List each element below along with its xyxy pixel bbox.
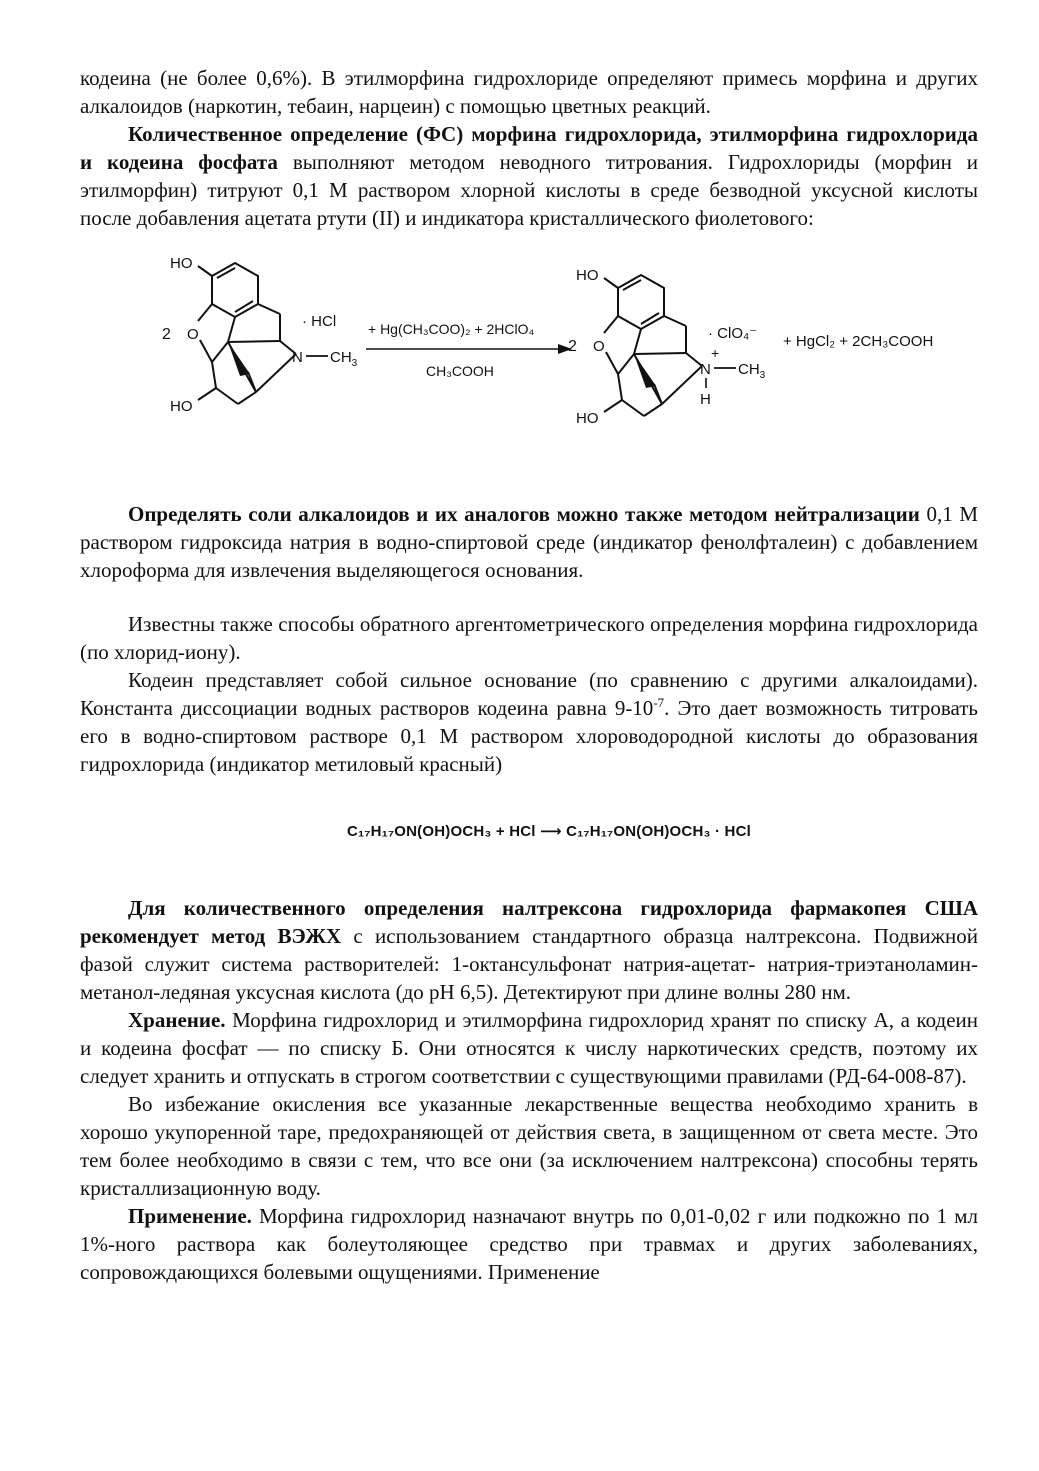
document-page [80,64,978,1286]
paragraph-1: кодеина (не более 0,6%). В этилморфина гидрохлориде определяют примесь морфина и других алкалоидов (наркотин, тебаин, нарцеин) с помощью цветных реакций. [80,66,978,118]
paragraph-2 [80,120,978,232]
paragraph-2-bold: Количественное определение (ФС) морфина гидрохлорида, этилморфина гидрохлорида и кодеина фосфата [80,122,978,174]
right-ho-bottom: HO [576,410,599,427]
reaction-scheme [80,246,978,456]
left-methyl: $CH_3$ [330,349,358,369]
left-nitrogen: N [292,349,303,366]
right-plus-charge: + [711,345,720,361]
paragraph-2-text: выполняют методом неводного титрования. Гидрохлориды (морфин и этилморфин) титруют 0,1 М раствором хлорной кислоты в среде безводной уксусной кислоты после добавления ацетата ртути (II) и индикатора кристаллического фиолетового: [80,150,978,230]
paragraph-5 [80,666,978,778]
right-methyl: $CH_3$ [738,361,766,381]
paragraph-8: Во избежание окисления все указанные лекарственные вещества необходимо хранить в хорошо укупоренной таре, предохраняющей от действия света, в защищенном от света месте. Это тем более необходимо в связи с тем, что все они (за исключением налтрексона) способны терять кристаллизационную воду. [80,1092,978,1200]
reagents-top: + Hg(CH₃COO)₂ + 2HClO₄ [368,321,535,337]
paragraph-9-text: Морфина гидрохлорид назначают внутрь по 0,01-0,02 г или подкожно по 1 мл 1%-ного раствора как болеутоляющее средство при травмах и других заболеваниях, сопровождающихся болевыми ощущениями. Применение [80,1204,978,1284]
reagents-bottom: CH₃COOH [426,363,494,379]
paragraph-3 [80,500,978,584]
left-coefficient: 2 [162,326,171,343]
left-hcl: · HCl [302,313,337,330]
morphine-structure [198,263,296,404]
paragraph-6 [80,894,978,1006]
right-ring-o: O [593,338,605,355]
right-nitrogen: N [700,361,711,378]
paragraph-3-text: 0,1 М раствором гидроксида натрия в водно-спиртовой среде (индикатор фенолфталеин) с добавлением хлороформа для извлечения выделяющегося основания. [80,502,978,582]
storage-heading: Хранение. [128,1008,226,1032]
left-ring-o: O [187,326,199,343]
paragraph-4: Известны также способы обратного аргентометрического определения морфина гидрохлорида (по хлорид-иону). [80,612,978,664]
paragraph-5-text-a: Кодеин представляет собой сильное основание (по сравнению с другими алкалоидами). Константа диссоциации водных растворов кодеина равна 9-10 [80,668,978,720]
right-n-hydrogen: H [700,391,711,408]
dissociation-exponent: -7 [653,695,665,710]
paragraph-7 [80,1006,978,1090]
right-perchlorate: · ClO₄⁻ [708,325,758,342]
paragraph-6-text: с использованием стандартного образца налтрексона. Подвижной фазой служит система растворителей: 1-октансульфонат натрия-ацетат- натрия-триэтаноламин-метанол-ледяная уксусная кислота (до pH 6,5). Детектируют при длине волны 280 нм. [80,924,978,1004]
morphine-perchlorate-structure [604,275,702,416]
paragraph-3-bold: Определять соли алкалоидов и их аналогов можно также методом нейтрализации [128,502,920,526]
paragraph-5-text-b: . Это дает возможность титровать его в водно-спиртовом растворе 0,1 М раствором хлороводородной кислоты до образования гидрохлорида (индикатор метиловый красный) [80,696,978,776]
reaction-products: + HgCl₂ + 2CH₃COOH [783,333,934,350]
reaction-scheme-drawing [80,246,978,456]
codeine-equation: C₁₇H₁₇ON(OH)OCH₃ + HCl ⟶ C₁₇H₁₇ON(OH)OCH₃ · HCl [347,823,751,840]
paragraph-6-bold: Для количественного определения налтрексона гидрохлорида фармакопея США рекомендует метод ВЭЖХ [80,896,978,948]
paragraph-9 [80,1202,978,1286]
application-heading: Применение. [128,1204,252,1228]
paragraph-7-text: Морфина гидрохлорид и этилморфина гидрохлорид хранят по списку А, а кодеин и кодеина фосфат — по списку Б. Они относятся к числу наркотических средств, поэтому их следует хранить и отпускать в строгом соответствии с существующими правилами (РД-64-008-87). [80,1008,978,1088]
left-ho-top: HO [170,255,193,272]
right-coefficient: 2 [568,338,577,355]
left-ho-bottom: HO [170,398,193,415]
right-ho-top: HO [576,267,599,284]
